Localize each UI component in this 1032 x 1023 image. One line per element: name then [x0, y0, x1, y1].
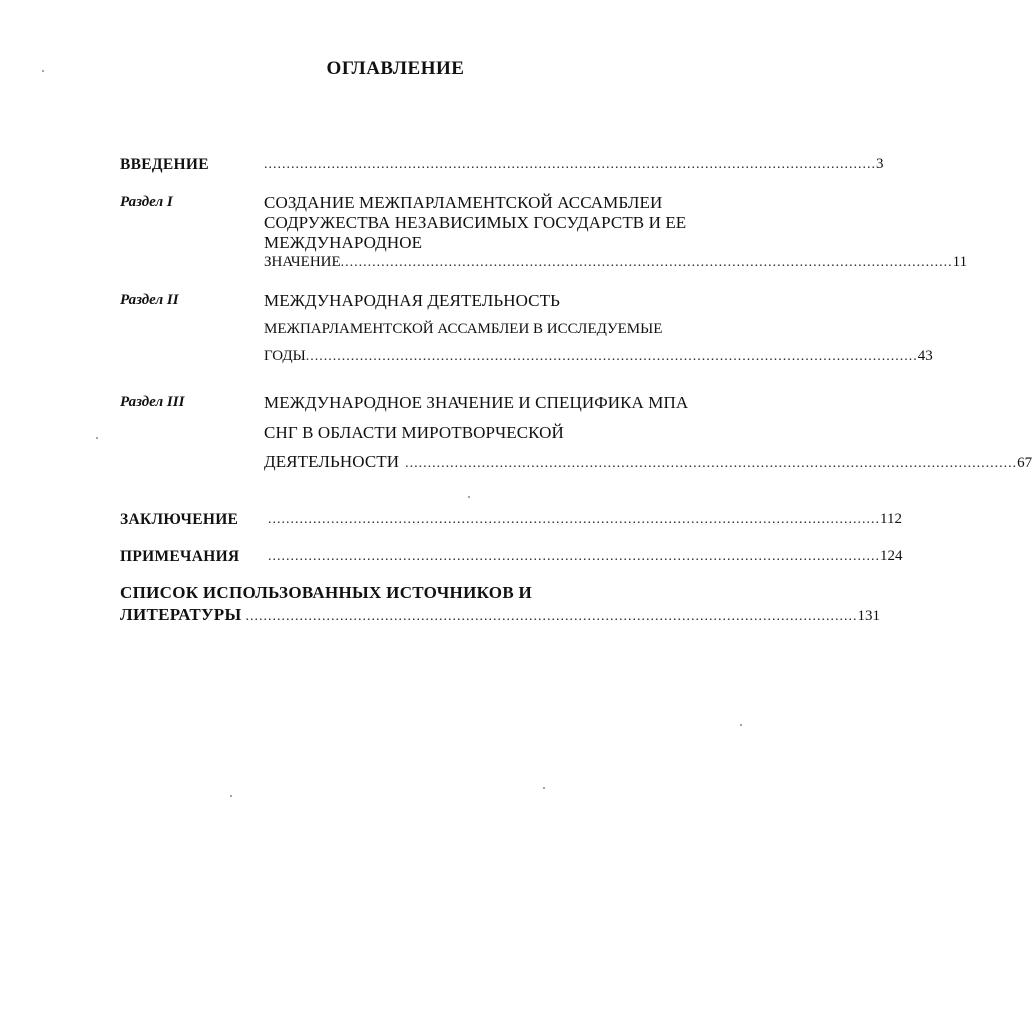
notes-page-number: 124: [880, 548, 903, 564]
dot-leader: ........................................................................................................................................: [340, 255, 953, 270]
section-3-label: Раздел III: [120, 394, 185, 410]
sources-entry: [120, 605, 880, 625]
section-3-last-line: [264, 452, 1032, 472]
intro-page-number: 3: [876, 156, 884, 172]
conclusion-entry: [268, 511, 902, 528]
notes-entry: [268, 548, 903, 565]
section-2-last-line: [264, 348, 933, 365]
sources-line-1: СПИСОК ИСПОЛЬЗОВАННЫХ ИСТОЧНИКОВ И: [120, 583, 533, 602]
scan-speck: [230, 795, 232, 797]
notes-label: ПРИМЕЧАНИЯ: [120, 548, 240, 565]
scan-speck: [543, 787, 545, 789]
section-2-label: Раздел II: [120, 292, 179, 308]
section-3-title-line-3: ДЕЯТЕЛЬНОСТИ: [264, 452, 400, 471]
intro-entry: [264, 156, 884, 173]
section-2-title-line-1: МЕЖДУНАРОДНАЯ ДЕЯТЕЛЬНОСТЬ: [264, 291, 560, 310]
section-1-title-line-4: ЗНАЧЕНИЕ: [264, 254, 341, 270]
section-2-page-number: 43: [917, 348, 933, 364]
dot-leader: ........................................................................................................................................: [305, 349, 918, 364]
sources-page-number: 131: [857, 608, 880, 624]
section-2-title-line-3: ГОДЫ: [264, 348, 306, 364]
dot-leader: ........................................................................................................................................: [268, 512, 880, 527]
section-2-title-line-2: МЕЖПАРЛАМЕНТСКОЙ АССАМБЛЕИ В ИССЛЕДУЕМЫЕ: [264, 321, 663, 337]
section-3-title-line-1: МЕЖДУНАРОДНОЕ ЗНАЧЕНИЕ И СПЕЦИФИКА МПА: [264, 393, 689, 412]
section-1-page-number: 11: [952, 254, 968, 270]
scan-speck: [42, 70, 44, 72]
page-title: ОГЛАВЛЕНИЕ: [326, 58, 465, 79]
scan-speck: [468, 496, 470, 498]
section-3-title-line-2: СНГ В ОБЛАСТИ МИРОТВОРЧЕСКОЙ: [264, 423, 564, 442]
conclusion-page-number: 112: [880, 511, 902, 527]
sources-line-2: ЛИТЕРАТУРЫ: [120, 605, 242, 624]
section-3-page-number: 67: [1017, 455, 1032, 471]
dot-leader: ........................................................................................................................................: [264, 157, 876, 172]
scan-speck: [96, 437, 98, 439]
scan-speck: [740, 724, 742, 726]
section-1-title-line-2: СОДРУЖЕСТВА НЕЗАВИСИМЫХ ГОСУДАРСТВ И ЕЕ: [264, 213, 687, 232]
intro-label: ВВЕДЕНИЕ: [120, 156, 209, 173]
section-1-last-line: [264, 254, 968, 271]
conclusion-label: ЗАКЛЮЧЕНИЕ: [120, 511, 239, 528]
dot-leader: ........................................................................................................................................: [245, 609, 858, 624]
dot-leader: ........................................................................................................................................: [405, 456, 1018, 471]
section-1-label: Раздел I: [120, 194, 173, 210]
dot-leader: ........................................................................................................................................: [268, 549, 880, 564]
section-1-title-line-3: МЕЖДУНАРОДНОЕ: [264, 233, 423, 252]
section-1-title-line-1: СОЗДАНИЕ МЕЖПАРЛАМЕНТСКОЙ АССАМБЛЕИ: [264, 193, 663, 212]
